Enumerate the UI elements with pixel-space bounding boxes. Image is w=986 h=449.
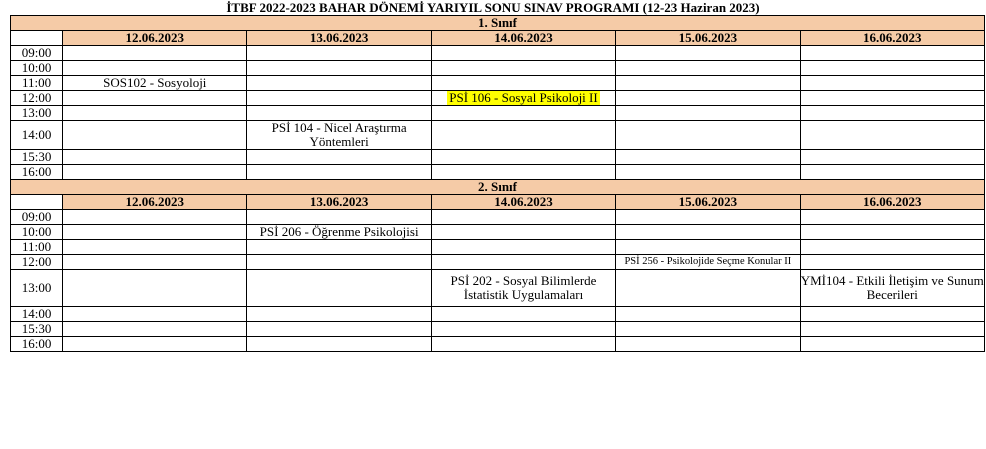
empty-cell <box>431 121 615 150</box>
empty-cell <box>431 322 615 337</box>
empty-cell <box>63 255 247 270</box>
schedule-row <box>11 121 985 150</box>
schedule-row <box>11 307 985 322</box>
exam-cell[interactable]: PSİ 104 - Nicel Araştırma Yöntemleri <box>247 121 431 150</box>
empty-cell <box>431 46 615 61</box>
class-band-row <box>11 16 985 31</box>
class-band-label: 1. Sınıf <box>11 16 985 31</box>
day-header-row <box>11 31 985 46</box>
time-label: 14:00 <box>11 307 63 322</box>
schedule-row <box>11 225 985 240</box>
empty-cell <box>247 255 431 270</box>
empty-cell <box>431 165 615 180</box>
empty-cell <box>247 210 431 225</box>
empty-cell <box>247 240 431 255</box>
time-label: 09:00 <box>11 210 63 225</box>
empty-cell <box>247 91 431 106</box>
empty-cell <box>247 76 431 91</box>
schedule-row <box>11 165 985 180</box>
empty-cell <box>800 165 984 180</box>
empty-cell <box>800 121 984 150</box>
empty-cell <box>800 225 984 240</box>
empty-cell <box>247 337 431 352</box>
empty-cell <box>431 76 615 91</box>
empty-cell <box>431 61 615 76</box>
empty-cell <box>616 106 800 121</box>
day-header-1: 12.06.2023 <box>63 195 247 210</box>
time-label: 16:00 <box>11 337 63 352</box>
empty-cell <box>431 337 615 352</box>
schedule-table <box>10 15 985 352</box>
page-title: İTBF 2022-2023 BAHAR DÖNEMİ YARIYIL SONU SINAV PROGRAMI (12-23 Haziran 2023) <box>226 0 760 15</box>
schedule-row <box>11 240 985 255</box>
day-header-3: 14.06.2023 <box>431 195 615 210</box>
empty-cell <box>616 225 800 240</box>
class-band-label: 2. Sınıf <box>11 180 985 195</box>
empty-cell <box>431 240 615 255</box>
empty-cell <box>63 210 247 225</box>
time-label: 11:00 <box>11 76 63 91</box>
day-header-2: 13.06.2023 <box>247 195 431 210</box>
empty-cell <box>247 46 431 61</box>
day-header-5: 16.06.2023 <box>800 195 984 210</box>
empty-cell <box>247 150 431 165</box>
exam-cell[interactable]: SOS102 - Sosyoloji <box>63 76 247 91</box>
table-corner-cell <box>11 195 63 210</box>
schedule-row <box>11 61 985 76</box>
schedule-row <box>11 255 985 270</box>
time-label: 12:00 <box>11 255 63 270</box>
empty-cell <box>431 307 615 322</box>
empty-cell <box>800 106 984 121</box>
empty-cell <box>616 270 800 307</box>
class-band-row <box>11 180 985 195</box>
empty-cell <box>800 307 984 322</box>
empty-cell <box>616 91 800 106</box>
empty-cell <box>616 46 800 61</box>
empty-cell <box>431 150 615 165</box>
empty-cell <box>63 337 247 352</box>
empty-cell <box>63 225 247 240</box>
exam-cell[interactable] <box>431 91 615 106</box>
empty-cell <box>616 165 800 180</box>
empty-cell <box>800 337 984 352</box>
day-header-5: 16.06.2023 <box>800 31 984 46</box>
table-corner-cell <box>11 31 63 46</box>
empty-cell <box>247 165 431 180</box>
empty-cell <box>800 46 984 61</box>
schedule-row <box>11 337 985 352</box>
schedule-row <box>11 210 985 225</box>
empty-cell <box>247 106 431 121</box>
empty-cell <box>63 307 247 322</box>
empty-cell <box>800 210 984 225</box>
day-header-row <box>11 195 985 210</box>
time-label: 14:00 <box>11 121 63 150</box>
day-header-4: 15.06.2023 <box>616 31 800 46</box>
time-label: 15:30 <box>11 150 63 165</box>
empty-cell <box>800 322 984 337</box>
empty-cell <box>616 76 800 91</box>
empty-cell <box>616 210 800 225</box>
empty-cell <box>63 165 247 180</box>
empty-cell <box>247 61 431 76</box>
time-label: 12:00 <box>11 91 63 106</box>
exam-cell[interactable]: PSİ 256 - Psikolojide Seçme Konular II <box>616 255 800 270</box>
empty-cell <box>431 225 615 240</box>
empty-cell <box>63 240 247 255</box>
day-header-4: 15.06.2023 <box>616 195 800 210</box>
empty-cell <box>616 61 800 76</box>
exam-cell[interactable]: PSİ 202 - Sosyal Bilimlerde İstatistik Uygulamaları <box>431 270 615 307</box>
day-header-1: 12.06.2023 <box>63 31 247 46</box>
empty-cell <box>616 307 800 322</box>
empty-cell <box>63 46 247 61</box>
empty-cell <box>63 106 247 121</box>
time-label: 16:00 <box>11 165 63 180</box>
schedule-row <box>11 106 985 121</box>
time-label: 10:00 <box>11 61 63 76</box>
empty-cell <box>63 61 247 76</box>
empty-cell <box>616 337 800 352</box>
empty-cell <box>247 322 431 337</box>
exam-cell[interactable]: YMİ104 - Etkili İletişim ve Sunum Becerileri <box>800 270 984 307</box>
exam-cell[interactable]: PSİ 206 - Öğrenme Psikolojisi <box>247 225 431 240</box>
exam-label-highlighted: PSİ 106 - Sosyal Psikoloji II <box>449 90 598 105</box>
empty-cell <box>63 150 247 165</box>
empty-cell <box>800 150 984 165</box>
empty-cell <box>431 106 615 121</box>
schedule-row <box>11 270 985 307</box>
empty-cell <box>616 150 800 165</box>
time-label: 13:00 <box>11 106 63 121</box>
empty-cell <box>63 270 247 307</box>
empty-cell <box>616 240 800 255</box>
empty-cell <box>247 270 431 307</box>
time-label: 09:00 <box>11 46 63 61</box>
empty-cell <box>800 255 984 270</box>
time-label: 10:00 <box>11 225 63 240</box>
empty-cell <box>800 91 984 106</box>
schedule-row <box>11 91 985 106</box>
time-label: 15:30 <box>11 322 63 337</box>
day-header-3: 14.06.2023 <box>431 31 615 46</box>
empty-cell <box>616 121 800 150</box>
time-label: 11:00 <box>11 240 63 255</box>
empty-cell <box>431 210 615 225</box>
empty-cell <box>63 91 247 106</box>
schedule-row <box>11 76 985 91</box>
schedule-row <box>11 46 985 61</box>
empty-cell <box>616 322 800 337</box>
empty-cell <box>63 121 247 150</box>
empty-cell <box>247 307 431 322</box>
empty-cell <box>800 76 984 91</box>
empty-cell <box>800 240 984 255</box>
empty-cell <box>800 61 984 76</box>
day-header-2: 13.06.2023 <box>247 31 431 46</box>
empty-cell <box>431 255 615 270</box>
schedule-row <box>11 322 985 337</box>
time-label: 13:00 <box>11 270 63 307</box>
schedule-row <box>11 150 985 165</box>
empty-cell <box>63 322 247 337</box>
